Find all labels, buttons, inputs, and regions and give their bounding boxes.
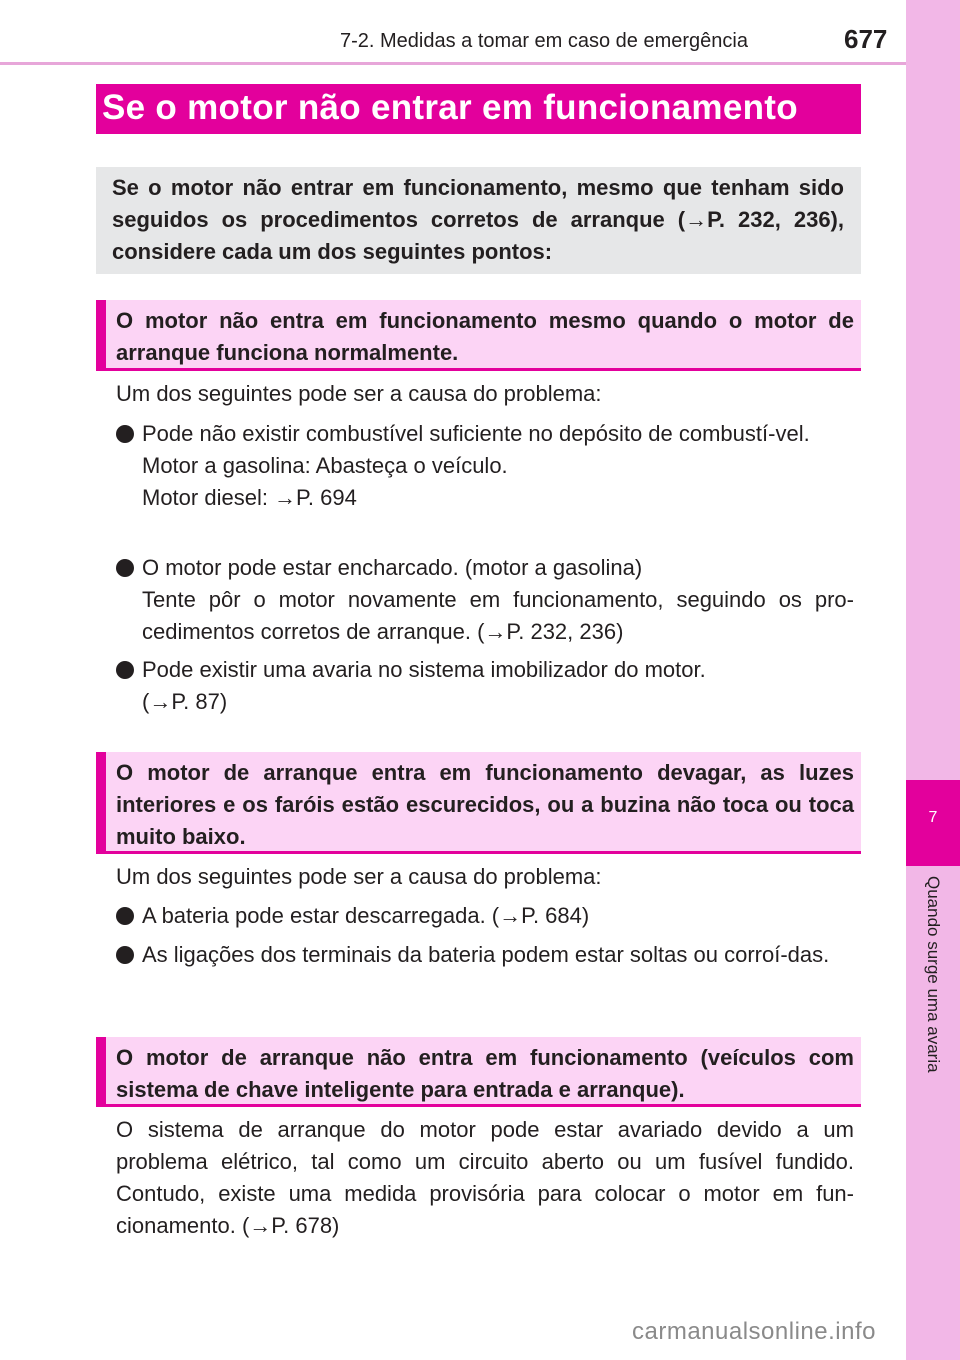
bullet-icon	[116, 907, 134, 925]
list-item	[116, 654, 854, 718]
page-number: 677	[844, 24, 888, 54]
bullet-icon	[116, 425, 134, 443]
chapter-number[interactable]: 7	[906, 780, 960, 866]
bullet-detail: (→P. 87)	[142, 689, 228, 714]
bullet-text: A bateria pode estar descarregada. (→P. 684)	[142, 903, 590, 928]
side-tab	[906, 0, 960, 1360]
chapter-title: Quando surge uma avaria	[924, 876, 943, 1073]
bullet-icon	[116, 946, 134, 964]
section-header: 7-2. Medidas a tomar em caso de emergência	[340, 30, 748, 52]
section-heading-box	[96, 1037, 861, 1107]
section-heading: O motor de arranque entra em funcionamento devagar, as luzes interiores e os faróis estão escurecidos, ou a buzina não toca ou toca muito baixo.	[116, 760, 854, 849]
bullet-icon	[116, 559, 134, 577]
section-lead: Um dos seguintes pode ser a causa do problema:	[116, 864, 602, 889]
list-item	[116, 900, 854, 932]
bullet-icon	[116, 661, 134, 679]
section-heading: O motor de arranque não entra em funcionamento (veículos com sistema de chave inteligente para entrada e arranque).	[116, 1045, 854, 1102]
list-item	[116, 418, 854, 514]
list-item	[116, 552, 854, 648]
bullet-text: Pode não existir combustível suficiente no depósito de combustí-vel.	[142, 421, 810, 446]
bullet-detail: Tente pôr o motor novamente em funcionamento, seguindo os pro-cedimentos corretos de arranque. (→P. 232, 236)	[142, 587, 854, 644]
section-paragraph: O sistema de arranque do motor pode estar avariado devido a um problema elétrico, tal como um circuito aberto ou um fusível fundido. Contudo, existe uma medida provisória para colocar o motor em fun-cionamento. (→P. 678)	[116, 1117, 854, 1238]
section-heading-box	[96, 300, 861, 371]
page-title: Se o motor não entrar em funcionamento	[102, 88, 798, 127]
bullet-detail: Motor a gasolina: Abasteça o veículo.	[142, 453, 508, 478]
section-lead: Um dos seguintes pode ser a causa do problema:	[116, 381, 602, 406]
bullet-detail: Motor diesel: →P. 694	[142, 485, 357, 510]
section-heading: O motor não entra em funcionamento mesmo quando o motor de arranque funciona normalmente.	[116, 308, 854, 365]
intro-text: Se o motor não entrar em funcionamento, mesmo que tenham sido seguidos os procedimentos corretos de arranque (→P. 232, 236), considere cada um dos seguintes pontos:	[112, 175, 844, 264]
header-rule	[0, 62, 906, 65]
bullet-text: As ligações dos terminais da bateria podem estar soltas ou corroí-das.	[142, 942, 830, 967]
intro-box	[96, 167, 861, 274]
list-item	[116, 939, 854, 971]
section-heading-box	[96, 752, 861, 854]
watermark: carmanualsonline.info	[632, 1318, 876, 1345]
bullet-text: Pode existir uma avaria no sistema imobilizador do motor.	[142, 657, 706, 682]
page-title-bar	[96, 84, 861, 134]
bullet-text: O motor pode estar encharcado. (motor a gasolina)	[142, 555, 643, 580]
